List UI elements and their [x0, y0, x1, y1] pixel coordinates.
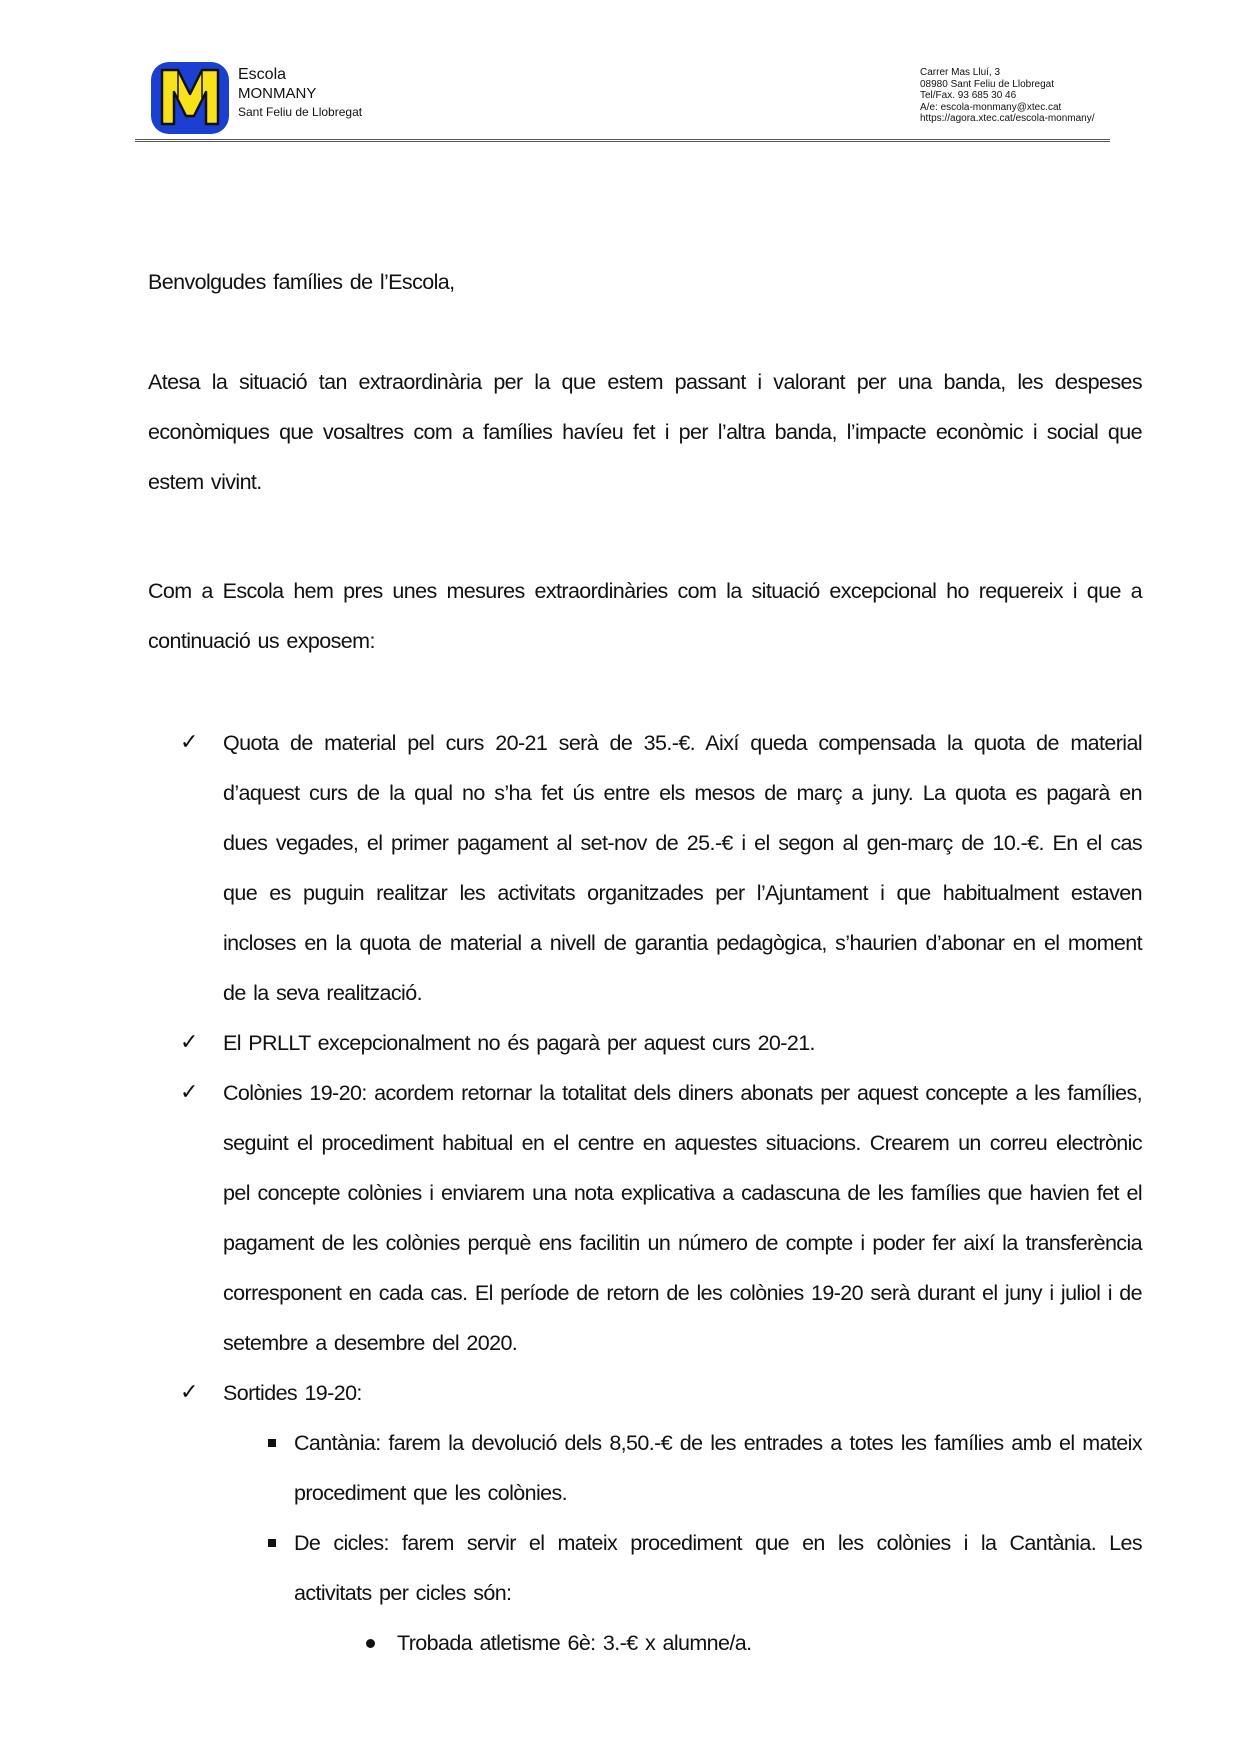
- school-logo: [148, 58, 232, 138]
- school-line-3: Sant Feliu de Llobregat: [238, 105, 363, 119]
- address-phone: Tel/Fax. 93 685 30 46: [920, 90, 1017, 101]
- list-item: [366, 1618, 1142, 1668]
- bullet-text: Quota de material pel curs 20-21 serà de 35.-€. Així queda compensada la quota de material d’aquest curs de la qual no s’ha fet ús entre els mesos de març a juny. La quota es pagarà en dues vegades, el primer pagament al set-nov de 25.-€ i el segon al gen-març de 10.-€. En el cas que es puguin realitzar les activitats organitzades per l’Ajuntament i que habitualment estaven incloses en la quota de material a nivell de garantia pedagògica, s’haurien d’abonar en el moment de la seva realització.: [223, 731, 1142, 1005]
- address-street: Carrer Mas Lluí, 3: [920, 67, 1001, 78]
- list-item: [268, 1518, 1142, 1668]
- paragraph-2: Com a Escola hem pres unes mesures extraordinàries com la situació excepcional ho requereix i que a continuació us exposem:: [148, 579, 1142, 653]
- cycle-activities-list: [294, 1618, 1142, 1668]
- school-address: [920, 67, 1095, 125]
- paragraph-1: Atesa la situació tan extraordinària per la que estem passant i valorant per una banda, les despeses econòmiques que vosaltres com a famílies havíeu fet i per l’altra banda, l’impacte econòmic i social que estem vivint.: [148, 370, 1142, 494]
- measures-list: [180, 718, 1142, 1668]
- bullet-text: Sortides 19-20:: [223, 1381, 362, 1405]
- address-email: A/e: escola-monmany@xtec.cat: [920, 101, 1062, 113]
- list-item: [180, 1368, 1142, 1668]
- school-line-2: MONMANY: [238, 85, 317, 102]
- list-item: [180, 1018, 1142, 1068]
- letterhead: [148, 55, 1108, 139]
- checkmark-icon: ✓: [180, 1380, 198, 1405]
- sub-bullet-text: De cicles: farem servir el mateix procediment que en les colònies i la Cantània. Les activitats per cicles són:: [294, 1531, 1142, 1605]
- activity-text: Trobada atletisme 6è: 3.-€ x alumne/a.: [397, 1631, 752, 1655]
- school-line-1: Escola: [238, 66, 287, 83]
- list-item: [180, 1068, 1142, 1368]
- checkmark-icon: ✓: [180, 730, 198, 755]
- list-item: [180, 718, 1142, 1018]
- header-divider: [135, 139, 1110, 142]
- round-bullet-icon: [366, 1639, 375, 1648]
- greeting: Benvolgudes famílies de l’Escola,: [148, 270, 455, 294]
- bullet-text: Colònies 19-20: acordem retornar la totalitat dels diners abonats per aquest concepte a les famílies, seguint el procediment habitual en el centre en aquestes situacions. Crearem un correu electrònic pel concepte colònies i enviarem una nota explicativa a cadascuna de les famílies que havien fet el pagament de les colònies perquè ens facilitin un número de compte i poder fer així la transferència corresponent en cada cas. El període de retorn de les colònies 19-20 serà durant el juny i juliol i de setembre a desembre del 2020.: [223, 1081, 1142, 1355]
- address-website: https://agora.xtec.cat/escola-monmany/: [920, 113, 1095, 124]
- list-item: [268, 1418, 1142, 1518]
- outings-list: [223, 1418, 1142, 1668]
- school-name-block: [238, 65, 362, 122]
- checkmark-icon: ✓: [180, 1080, 198, 1105]
- square-bullet-icon: [268, 1439, 276, 1447]
- address-city: 08980 Sant Feliu de Llobregat: [920, 78, 1054, 90]
- square-bullet-icon: [268, 1539, 276, 1547]
- checkmark-icon: ✓: [180, 1030, 198, 1055]
- bullet-text: El PRLLT excepcionalment no és pagarà per aquest curs 20-21.: [223, 1031, 815, 1055]
- sub-bullet-text: Cantània: farem la devolució dels 8,50.-€ de les entrades a totes les famílies amb el mateix procediment que les colònies.: [294, 1431, 1142, 1505]
